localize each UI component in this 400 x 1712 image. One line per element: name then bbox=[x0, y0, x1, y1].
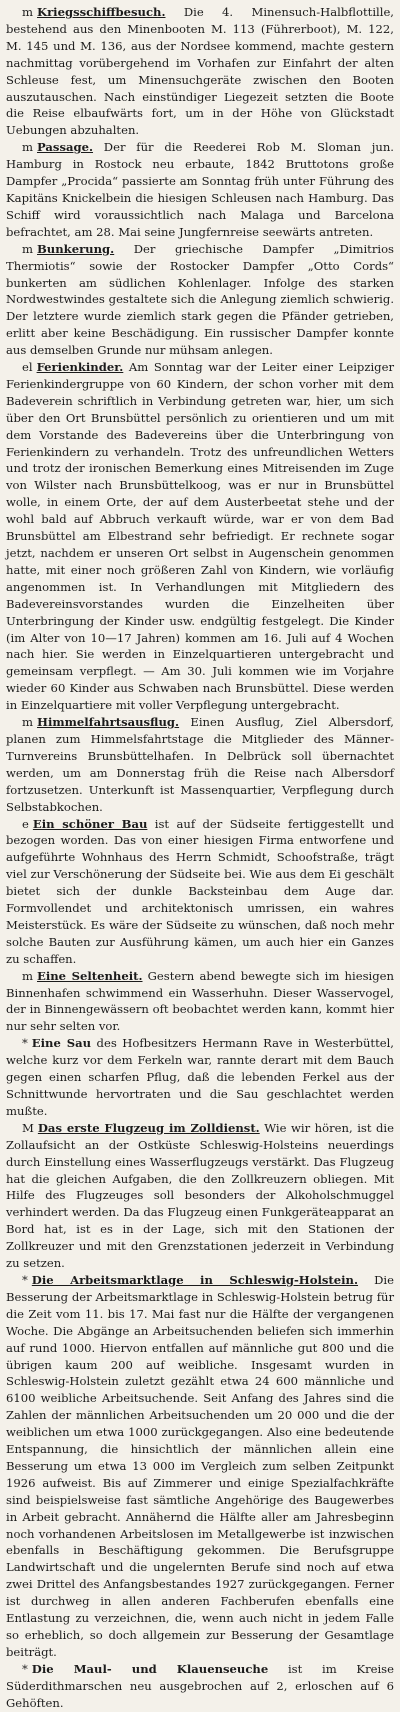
article-body: Am Sonntag war der Leiter einer Leipziger Ferienkindergruppe von 60 Kindern, der schon vorher mit dem Badeverein schriftlich in Verbindung getreten war, hier, um sich über den Ort Brunsbüttel persönlich zu orientieren und um mit dem Vorstande des Badevereins über die Unterbringung von Ferienkindern zu verhandeln. Trotz des unfreundlichen Wetters und trotz der ironischen Bemerkung eines Mitreisenden im Zuge von Wilster nach Brunsbüttelkoog, was er nur in Brunsbüttel wolle, in einem Orte, der auf dem Austerbeetat stehe und der wohl bald auf Abbruch verkauft würde, war er von dem Bad Brunsbüttel am Elbestrand sehr befriedigt. Er rechnete sogar jetzt, nachdem er unseren Ort selbst in Augenschein genommen hatte, mit einer noch größeren Zahl von Kindern, wie vorläufig angenommen ist. In Verhandlungen mit Mitgliedern des Badevereinsvorstandes wurden die Einzelheiten über Unterbringung der Kinder usw. endgültig festgelegt. Die Kinder (im Alter von 10—17 Jahren) kommen am 16. Juli auf 4 Wochen nach hier. Sie werden in Einzelquartieren untergebracht und gemeinsam verpflegt. — Am 30. Juli kommen wie im Vorjahre wieder 60 Kinder aus Schwaben nach Brunsbüttel. Diese werden in Einzelquartiere mit voller Verpflegung untergebracht. bbox=[6, 360, 394, 713]
article-body: Der für die Reederei Rob M. Sloman jun. Hamburg in Rostock neu erbaute, 1842 Bruttotons große Dampfer „Procida“ passierte am Sonntag früh unter Führung des Kapitäns Knickelbein die hiesigen Schleusen nach Hamburg. Das Schiff wird voraussichtlich nach Malaga und Barcelona befrachtet, am 28. Mai seine Jungfernreise seewärts antreten. bbox=[6, 140, 394, 239]
article-sau bbox=[6, 1035, 394, 1120]
article-mark: m bbox=[22, 5, 33, 19]
article-maul-klauenseuche bbox=[6, 1661, 394, 1712]
article-kriegsschiffbesuch bbox=[6, 4, 394, 139]
article-mark: e bbox=[22, 816, 29, 831]
article-headline: Das erste Flugzeug im Zolldienst. bbox=[37, 1120, 260, 1135]
article-mark: m bbox=[22, 715, 33, 730]
article-body: ist im Kreise Süderdithmarschen neu ausgebrochen auf 2, erloschen auf 6 Gehöften. bbox=[6, 1661, 394, 1710]
article-seltenheit bbox=[6, 968, 394, 1036]
article-headline: Bunkerung. bbox=[37, 241, 115, 256]
article-body: ist auf der Südseite fertiggestellt und bezogen worden. Das von einer hiesigen Firma entworfene und aufgeführte Wohnhaus des Herrn Schmidt, Schoofstraße, trägt viel zur Verschönerung der Südseite bei. Wie aus dem Ei geschält bietet sich der dunkle Backsteinbau dem Auge dar. Formvollendet und architektonisch umrissen, ein wahres Meisterstück. Es wäre der Südseite zu wünschen, daß noch mehr solche Bauten zur Ausführung kämen, um auch hier ein Ganzes zu schaffen. bbox=[6, 816, 394, 966]
article-mark: * bbox=[22, 1272, 28, 1287]
article-himmelfahrtsausflug bbox=[6, 714, 394, 815]
article-headline: Eine Sau bbox=[31, 1036, 92, 1051]
article-passage bbox=[6, 139, 394, 240]
article-mark: m bbox=[22, 140, 33, 155]
article-schoener-bau bbox=[6, 816, 394, 968]
article-mark: M bbox=[22, 1120, 34, 1135]
article-headline: Himmelfahrtsausflug. bbox=[37, 715, 180, 730]
article-mark: m bbox=[22, 968, 33, 983]
article-body: Der griechische Dampfer „Dimitrios Thermiotis“ sowie der Rostocker Dampfer „Otto Cords“ bunkerten am südlichen Kohlenlager. Infolge des starken Nordwestwindes gestaltete sich die Anlegung ziemlich schwierig. Der letztere wurde ziemlich stark gegen die Pfänder getrieben, erlitt aber keine Beschädigung. Ein russischer Dampfer konnte aus demselben Grunde nur mühsam anlegen. bbox=[6, 241, 394, 358]
article-mark: m bbox=[22, 241, 33, 256]
article-body: Die 4. Minensuch-Halbflottille, bestehend aus den Minenbooten M. 113 (Führerboot), M. 122, M. 145 und M. 136, aus der Nordsee kommend, machte gestern nachmittag vorübergehend im Vorhafen zur Einfahrt der alten Schleuse fest, um Minensuchgeräte zwischen den Booten auszutauschen. Nach einstündiger Liegezeit setzten die Boote die Reise elbaufwärts fort, um in der Höhe von Glückstadt Uebungen abzuhalten. bbox=[6, 5, 394, 138]
article-headline: Eine Seltenheit. bbox=[37, 968, 143, 983]
article-bunkerung bbox=[6, 241, 394, 359]
article-ferienkinder bbox=[6, 359, 394, 714]
article-body: Die Besserung der Arbeitsmarktlage in Schleswig-Holstein betrug für die Zeit vom 11. bis 17. Mai fast nur die Hälfte der vergangenen Woche. Die Abgänge an Arbeitsuchenden beliefen sich immerhin auf rund 1000. Hiervon entfallen auf männliche gut 800 und die übrigen kaum 200 auf weibliche. Insgesamt wurden in Schleswig-Holstein zuletzt gezählt etwa 24 600 männliche und 6100 weibliche Arbeitsuchende. Seit Anfang des Jahres sind die Zahlen der männlichen Arbeitsuchenden um 20 000 und die der weiblichen um etwa 1000 zurückgegangen. Also eine bedeutende Entspannung, die hinsichtlich der männlichen allein eine Besserung um etwa 13 000 im Vergleich zum selben Zeitpunkt 1926 aufweist. Bis auf Zimmerer und einige Spezialfachkräfte sind beispielsweise fast sämtliche Angehörige des Baugewerbes in Arbeit gebracht. Annähernd die Hälfte aller am Jahresbeginn noch vorhandenen Arbeitslosen im Metallgewerbe ist inzwischen ebenfalls in Beschäftigung gekommen. Die Berufsgruppe Landwirtschaft und die ungelernten Berufe sind noch auf etwa zwei Drittel des Anfangsbestandes 1927 zurückgegangen. Ferner ist durchweg in allen anderen Fachberufen ebenfalls eine Entlastung zu verzeichnen, die, wenn auch nicht in jedem Falle so erheblich, so doch allgemein zur Besserung der Gesamtlage beiträgt. bbox=[6, 1272, 394, 1659]
article-body: Einen Ausflug, Ziel Albersdorf, planen zum Himmelsfahrtstage die Mitglieder des Männer-Turnvereins Brunsbüttelhafen. In Delbrück soll übernachtet werden, um am Donnerstag früh die Reise nach Albersdorf fortzusetzen. Unterkunft ist Massenquartier, Verpflegung durch Selbstabkochen. bbox=[6, 715, 394, 814]
article-headline: Ein schöner Bau bbox=[32, 816, 148, 831]
article-body: des Hofbesitzers Hermann Rave in Westerbüttel, welche kurz vor dem Ferkeln war, rannte derart mit dem Bauch gegen einen scharfen Pflug, daß die lebenden Ferkel aus der Schnittwunde hervortraten und die Sau geschlachtet werden mußte. bbox=[6, 1036, 394, 1118]
article-headline: Ferienkinder. bbox=[36, 360, 124, 375]
article-mark: el bbox=[22, 360, 33, 375]
article-headline: Kriegsschiffbesuch. bbox=[37, 5, 166, 19]
article-arbeitsmarktlage bbox=[6, 1272, 394, 1661]
article-headline: Die Maul- und Klauenseuche bbox=[31, 1661, 269, 1676]
article-mark: * bbox=[22, 1036, 28, 1051]
article-body: Gestern abend bewegte sich im hiesigen Binnenhafen schwimmend ein Wasserhuhn. Dieser Wasservogel, der in Binnengewässern oft beobachtet werden kann, kommt hier nur sehr selten vor. bbox=[6, 968, 395, 1034]
article-flugzeug-zolldienst bbox=[6, 1120, 394, 1272]
article-headline: Passage. bbox=[37, 140, 94, 155]
article-body: Wie wir hören, ist die Zollaufsicht an der Ostküste Schleswig-Holsteins neuerdings durch Einstellung eines Wasserflugzeugs verstärkt. Das Flugzeug hat die gleichen Aufgaben, die den Zollkreuzern obliegen. Mit Hilfe des Flugzeuges soll besonders der Alkoholschmuggel verhindert werden. Da das Flugzeug einen Funkgeräteapparat an Bord hat, ist es in der Lage, sich mit den Stationen der Zollkreuzer und mit den Grenzstationen jederzeit in Verbindung zu setzen. bbox=[6, 1120, 394, 1271]
article-mark: * bbox=[22, 1661, 28, 1676]
article-headline: Die Arbeitsmarktlage in Schleswig-Holstein. bbox=[31, 1272, 359, 1287]
